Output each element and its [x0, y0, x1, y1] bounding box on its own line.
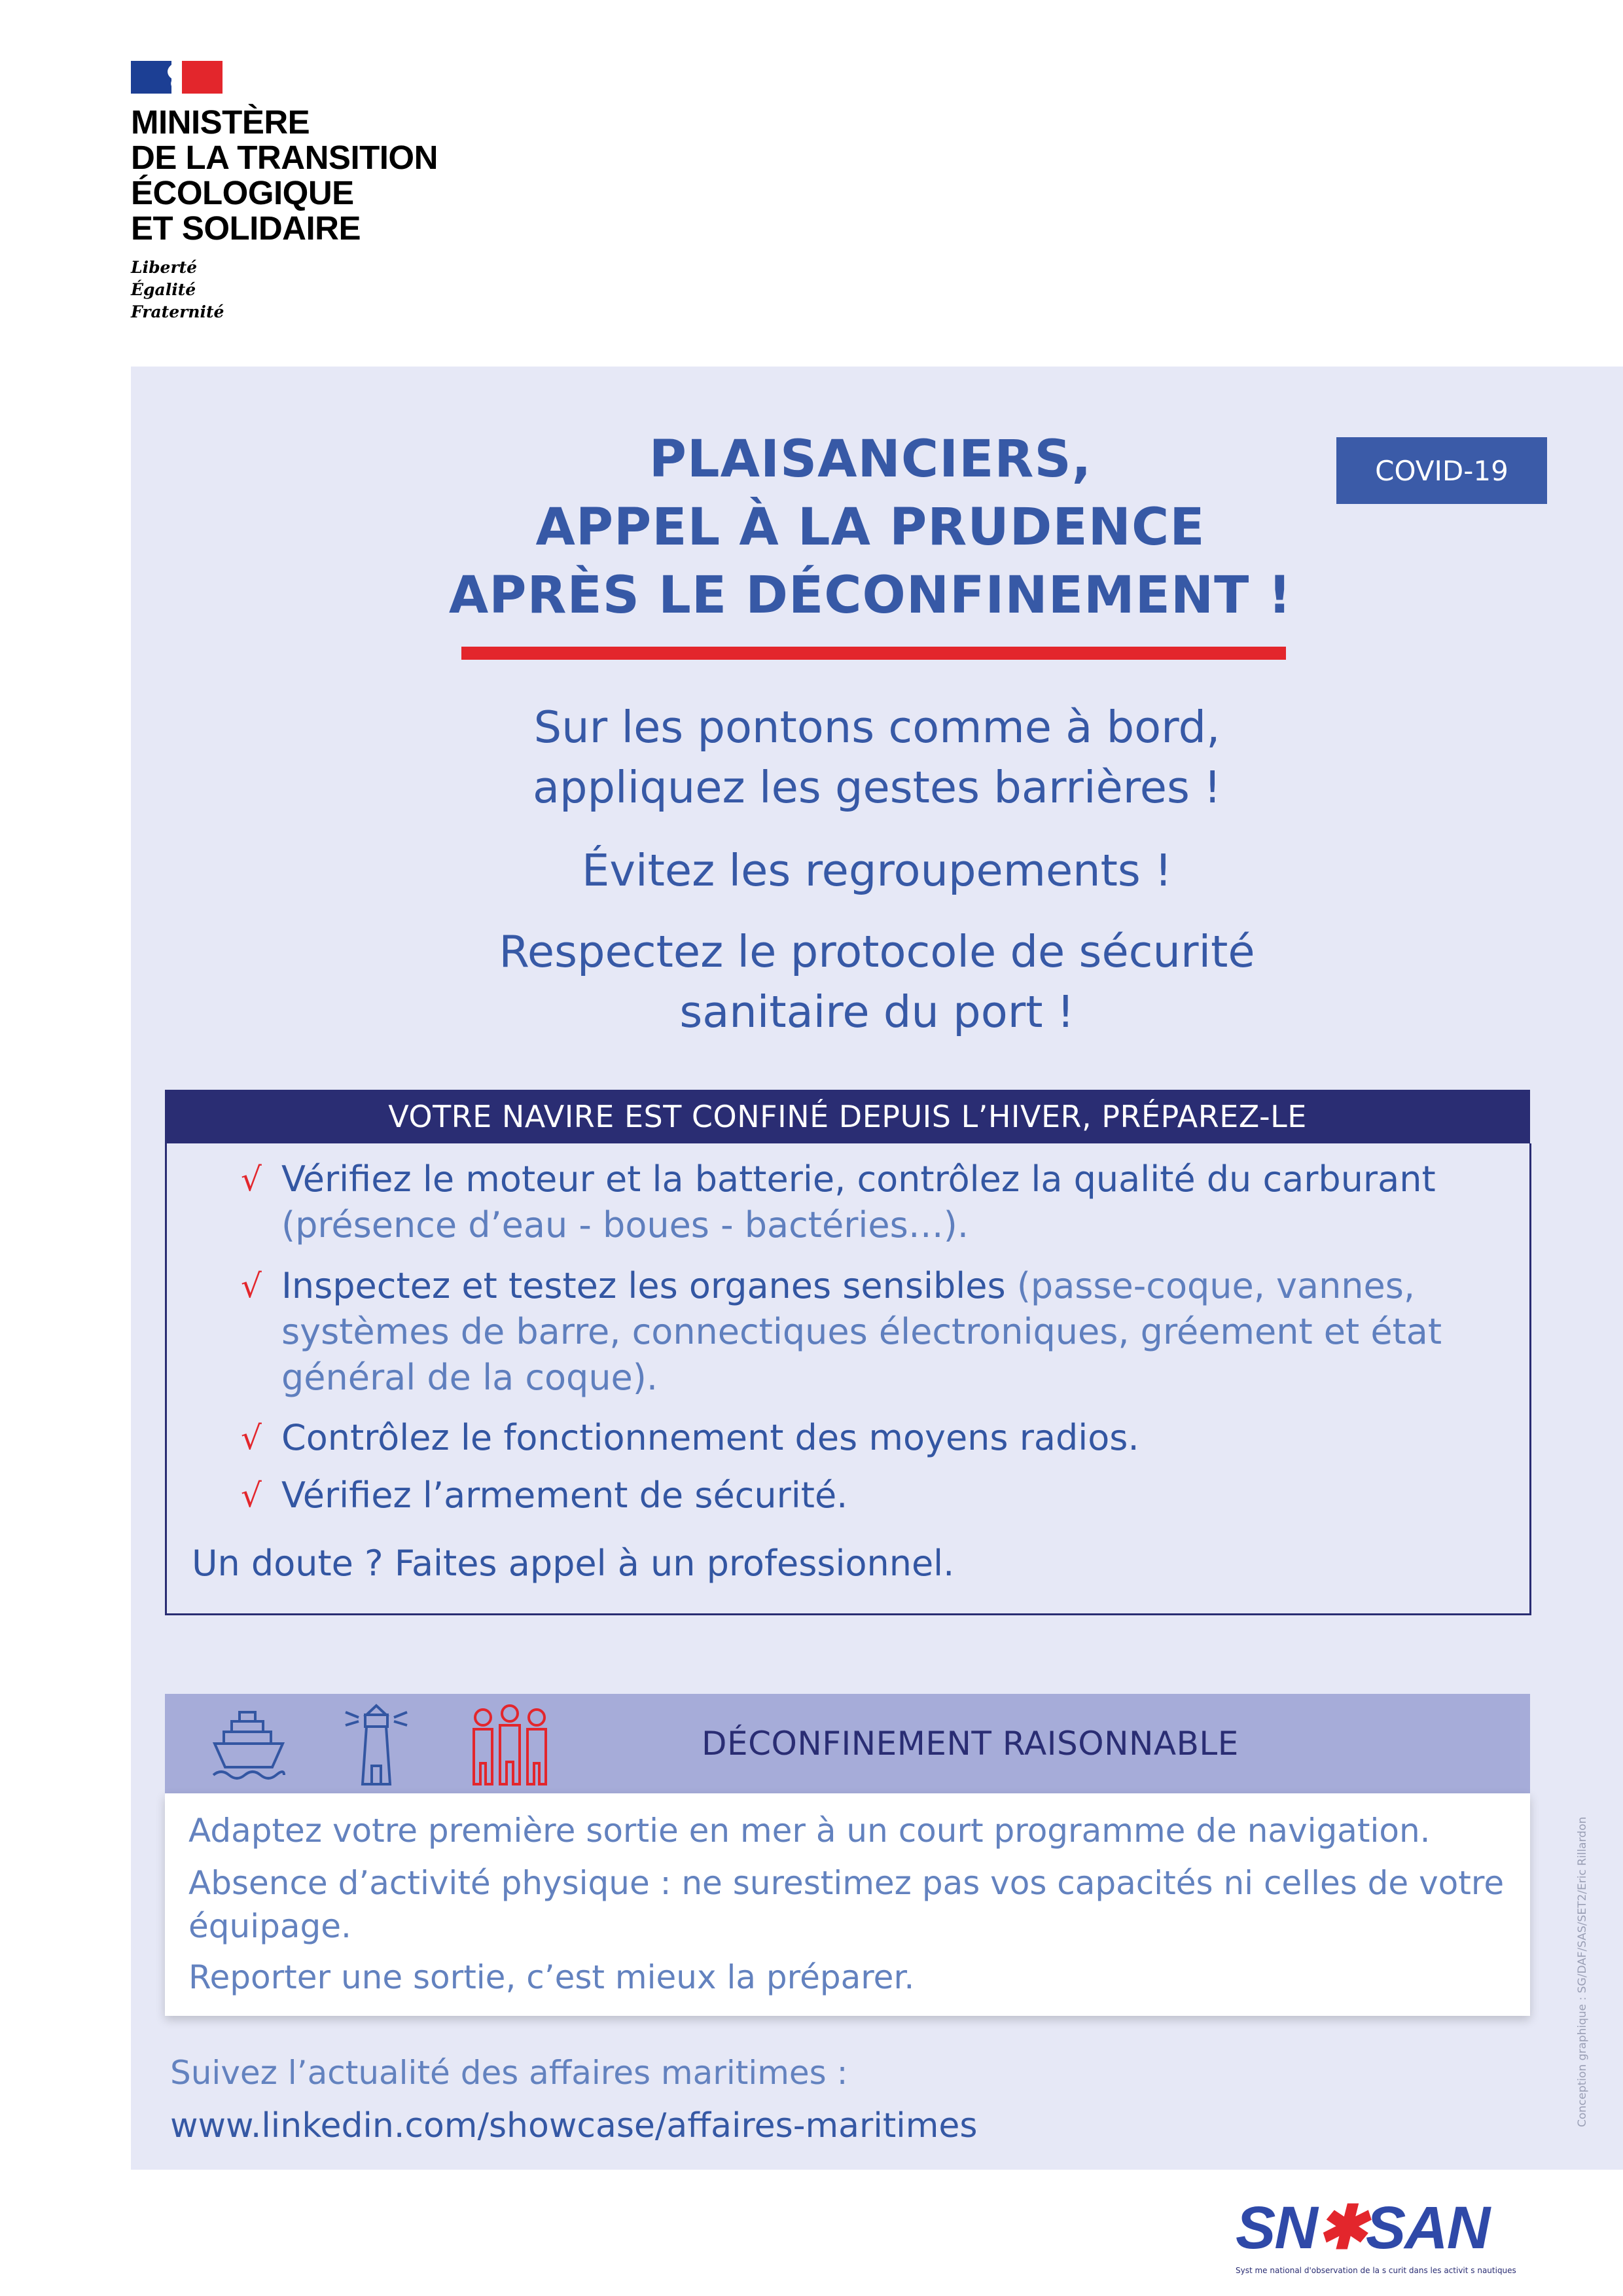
snosan-logo: SN✱SAN [1236, 2195, 1489, 2261]
deconfinement-header [165, 1694, 1530, 1793]
check-icon: √ [241, 1477, 262, 1515]
covid-badge: COVID-19 [1336, 437, 1547, 504]
subtitle-gestes: Sur les pontons comme à bord, appliquez les gestes barrières ! [532, 702, 1222, 813]
doubt-note: Un doute ? Faites appel à un professionnel. [192, 1543, 955, 1584]
subtitle-protocole: Respectez le protocole de sécurité sanitaire du port ! [499, 926, 1255, 1037]
republic-motto: Liberté Égalité Fraternité [131, 258, 224, 321]
check-icon: √ [241, 1160, 262, 1198]
check-icon: √ [241, 1419, 262, 1457]
navire-checklist [165, 1143, 1531, 1615]
check-icon: √ [241, 1267, 262, 1305]
linkedin-link[interactable]: www.linkedin.com/showcase/affaires-maritimes [170, 2106, 978, 2145]
title-underline [461, 647, 1286, 660]
deconfinement-heading: DÉCONFINEMENT RAISONNABLE [702, 1725, 1239, 1763]
deconfinement-advice [165, 1793, 1530, 2016]
subtitle-regroupements: Évitez les regroupements ! [582, 845, 1172, 896]
ministry-name: MINISTÈRE DE LA TRANSITION ÉCOLOGIQUE ET SOLIDAIRE [131, 103, 438, 247]
republic-flag-icon [131, 61, 223, 94]
group-icon [467, 1703, 552, 1788]
list-item: Reporter une sortie, c’est mieux la préparer. [188, 1958, 915, 1996]
poster-title: PLAISANCIERS, APPEL À LA PRUDENCE APRÈS LE DÉCONFINEMENT ! [448, 430, 1293, 625]
navire-heading: VOTRE NAVIRE EST CONFINÉ DEPUIS L’HIVER, PRÉPAREZ-LE [165, 1090, 1530, 1143]
list-item: √ Vérifiez l’armement de sécurité. [281, 1473, 1512, 1518]
list-item: Absence d’activité physique : ne surestimez pas vos capacités ni celles de votre équipage. [188, 1864, 1505, 1945]
lighthouse-icon [340, 1703, 412, 1788]
follow-text: Suivez l’actualité des affaires maritimes : [170, 2054, 848, 2092]
ship-icon [209, 1707, 288, 1785]
logo-star-icon: ✱ [1316, 2195, 1366, 2261]
list-item: √ Vérifiez le moteur et la batterie, contrôlez la qualité du carburant (présence d’eau - boues - bactéries…). [281, 1157, 1512, 1248]
list-item: √ Contrôlez le fonctionnement des moyens radios. [281, 1415, 1512, 1461]
list-item: √ Inspectez et testez les organes sensibles (passe-coque, vannes, systèmes de barre, connectiques électroniques, gréement et état général de la coque). [281, 1263, 1512, 1401]
list-item: Adaptez votre première sortie en mer à un court programme de navigation. [188, 1812, 1431, 1850]
logo-subtitle: Syst me national d'observation de la s curit dans les activit s nautiques [1236, 2266, 1516, 2275]
